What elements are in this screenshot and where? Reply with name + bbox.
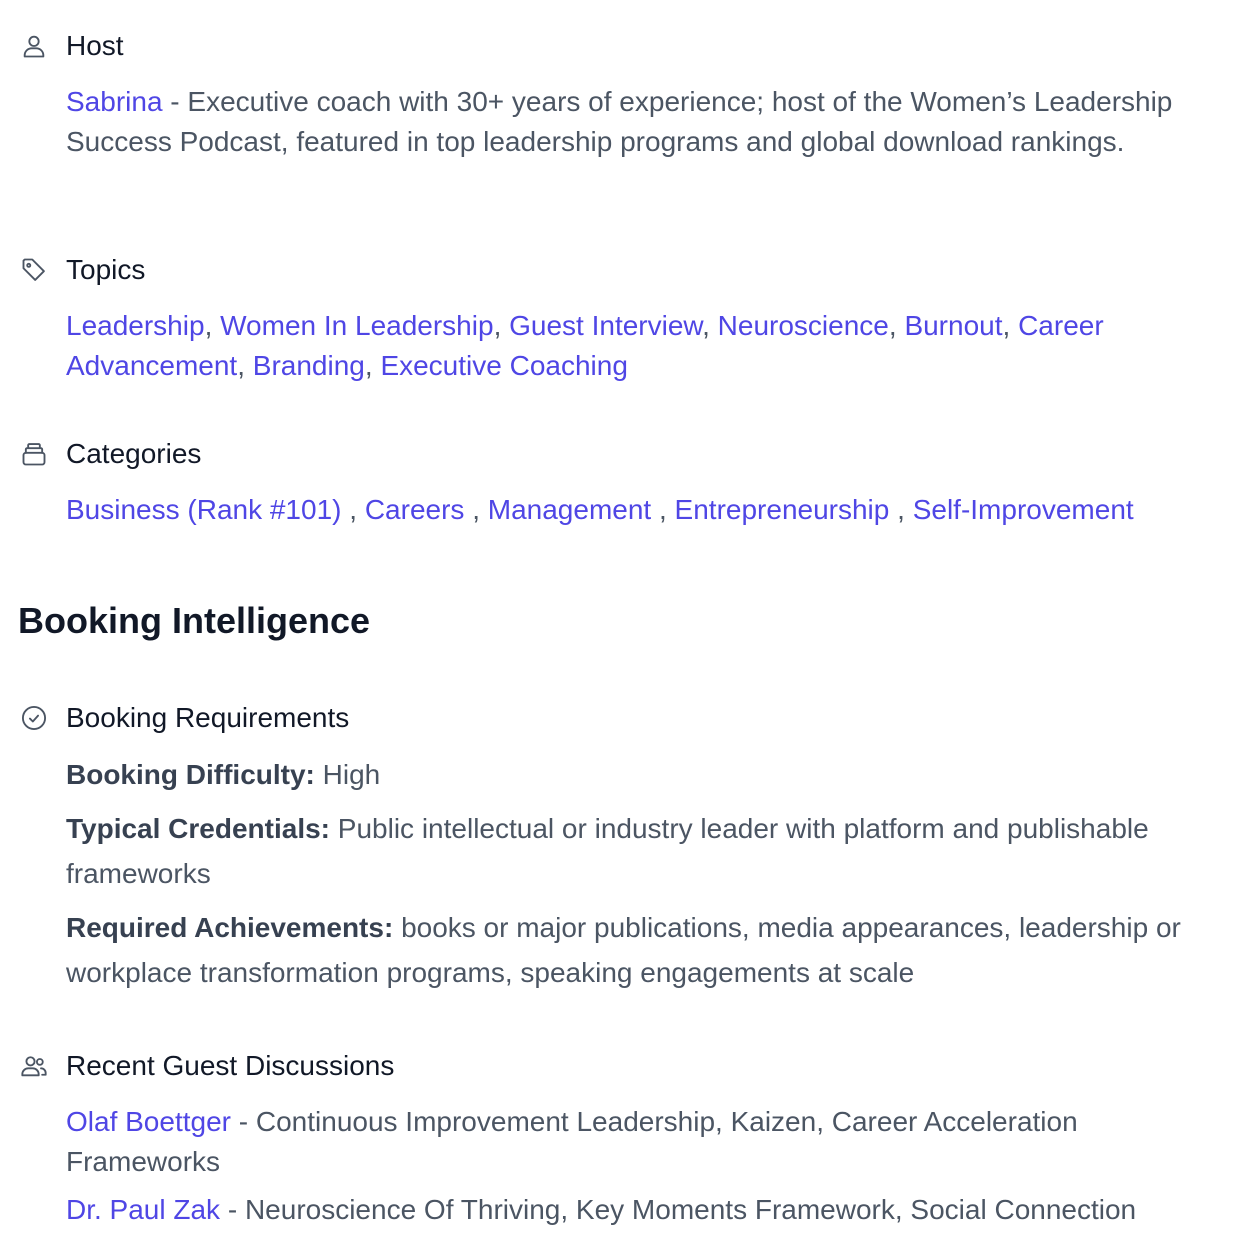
topic-link[interactable]: Leadership xyxy=(66,310,205,341)
separator: , xyxy=(888,310,905,341)
category-link[interactable]: Management xyxy=(487,494,652,525)
separator: , xyxy=(341,494,365,525)
separator: , xyxy=(702,310,718,341)
requirements-heading: Booking Requirements xyxy=(66,702,350,733)
separator: , xyxy=(364,350,381,381)
tag-icon xyxy=(20,256,48,284)
separator: , xyxy=(651,494,675,525)
topic-link[interactable]: Burnout xyxy=(904,310,1003,341)
user-icon xyxy=(20,32,48,60)
category-link[interactable]: Careers xyxy=(364,494,465,525)
topics-section xyxy=(20,250,1226,386)
separator: , xyxy=(204,310,221,341)
archive-icon xyxy=(20,440,48,468)
booking-intelligence-title: Booking Intelligence xyxy=(18,600,371,641)
categories-section xyxy=(20,434,1226,530)
guest-name-link[interactable]: Olaf Boettger xyxy=(66,1106,231,1137)
topic-link[interactable]: Neuroscience xyxy=(717,310,889,341)
guest-topics: Continuous Improvement Leadership, Kaizen, Career Acceleration Frameworks xyxy=(66,1106,1078,1177)
topic-link[interactable]: Guest Interview xyxy=(509,310,703,341)
guest-topics: Neuroscience Of Thriving, Key Moments Framework, Social Connection xyxy=(244,1194,1137,1225)
booking-difficulty: Booking Difficulty: High xyxy=(66,759,381,790)
required-achievements: Required Achievements: books or major publications, media appearances, leadership or workplace transformation programs, speaking engagements at scale xyxy=(66,912,1181,988)
category-link[interactable]: Entrepreneurship xyxy=(674,494,890,525)
separator: , xyxy=(1002,310,1019,341)
guest-item: Dr. Paul Zak - Neuroscience Of Thriving, Key Moments Framework, Social Connection xyxy=(66,1194,1137,1225)
host-description: Executive coach with 30+ years of experience; host of the Women’s Leadership Success Podcast, featured in top leadership programs and global download rankings. xyxy=(66,86,1173,157)
users-icon xyxy=(20,1052,48,1080)
separator: , xyxy=(464,494,488,525)
guest-item: Olaf Boettger - Continuous Improvement Leadership, Kaizen, Career Acceleration Frameworks xyxy=(66,1106,1078,1177)
topic-link[interactable]: Women In Leadership xyxy=(220,310,494,341)
host-heading: Host xyxy=(66,30,124,61)
topic-link[interactable]: Executive Coaching xyxy=(380,350,628,381)
topic-link[interactable]: Branding xyxy=(252,350,365,381)
category-link[interactable]: Self-Improvement xyxy=(912,494,1134,525)
categories-heading: Categories xyxy=(66,438,202,469)
category-link[interactable]: Business (Rank #101) xyxy=(66,494,342,525)
check-circle-icon xyxy=(20,704,48,732)
separator: , xyxy=(237,350,253,381)
topics-heading: Topics xyxy=(66,254,146,285)
booking-requirements-section xyxy=(20,698,1226,1004)
topic-link[interactable]: Career Advancement xyxy=(66,310,1104,381)
host-name-link[interactable]: Sabrina xyxy=(66,86,163,117)
recent-guests-section xyxy=(20,1046,1226,1230)
separator: , xyxy=(493,310,510,341)
separator: - xyxy=(162,86,188,117)
separator: , xyxy=(889,494,913,525)
guest-name-link[interactable]: Dr. Paul Zak xyxy=(66,1194,221,1225)
typical-credentials: Typical Credentials: Public intellectual or industry leader with platform and publishable frameworks xyxy=(66,813,1149,889)
guests-heading: Recent Guest Discussions xyxy=(66,1050,395,1081)
host-section xyxy=(20,26,1226,162)
